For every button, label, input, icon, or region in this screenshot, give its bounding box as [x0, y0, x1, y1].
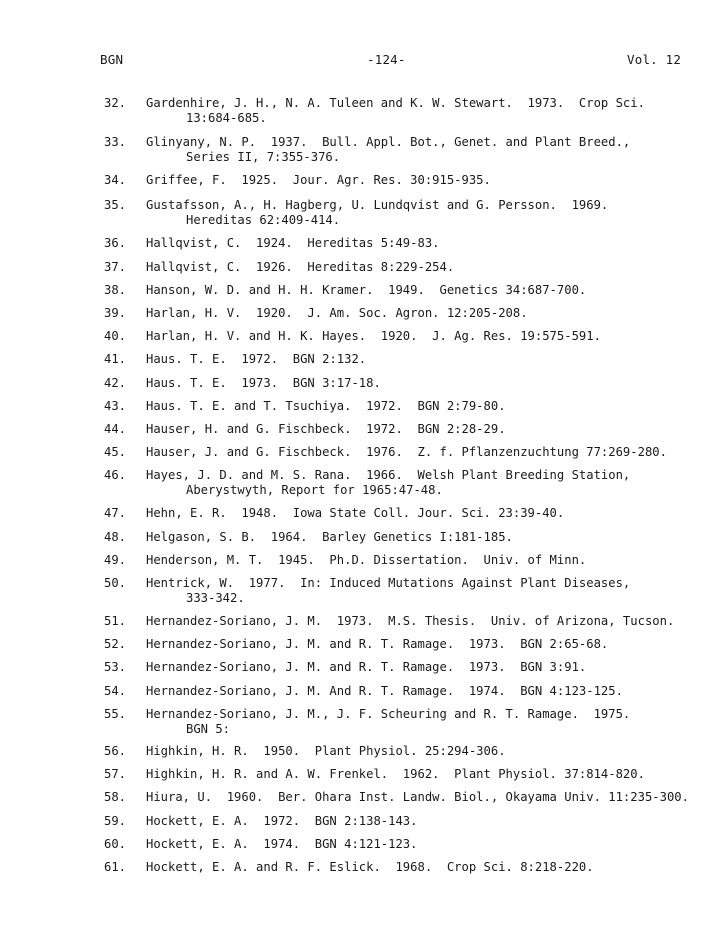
- reference-entry: [104, 506, 714, 522]
- reference-number: 57.: [104, 767, 127, 781]
- journal-abbrev: BGN: [100, 52, 124, 67]
- reference-text: Gustafsson, A., H. Hagberg, U. Lundqvist and G. Persson. 1969.: [146, 198, 609, 212]
- reference-number: 52.: [104, 637, 127, 651]
- reference-entry: [104, 445, 714, 461]
- reference-text: Hanson, W. D. and H. H. Kramer. 1949. Genetics 34:687-700.: [146, 283, 587, 297]
- reference-number: 46.: [104, 468, 127, 482]
- reference-entry: [104, 576, 714, 608]
- reference-entry: [104, 236, 714, 252]
- reference-entry: [104, 173, 714, 189]
- reference-entry: [104, 376, 714, 392]
- reference-text: Helgason, S. B. 1964. Barley Genetics I:181-185.: [146, 530, 513, 544]
- reference-number: 37.: [104, 260, 127, 274]
- reference-number: 32.: [104, 96, 127, 110]
- reference-entry: [104, 306, 714, 322]
- reference-text: Haus. T. E. 1973. BGN 3:17-18.: [146, 376, 381, 390]
- reference-number: 48.: [104, 530, 127, 544]
- reference-number: 45.: [104, 445, 127, 459]
- reference-number: 54.: [104, 684, 127, 698]
- reference-number: 56.: [104, 744, 127, 758]
- reference-text-continuation: Aberystwyth, Report for 1965:47-48.: [186, 483, 443, 497]
- reference-entry: [104, 637, 714, 653]
- reference-text-continuation: 13:684-685.: [186, 111, 267, 125]
- reference-text: Harlan, H. V. 1920. J. Am. Soc. Agron. 12:205-208.: [146, 306, 528, 320]
- reference-entry: [104, 329, 714, 345]
- reference-text: Highkin, H. R. and A. W. Frenkel. 1962. Plant Physiol. 37:814-820.: [146, 767, 645, 781]
- reference-entry: [104, 767, 714, 783]
- reference-text-continuation: BGN 5:: [186, 722, 231, 736]
- reference-entry: [104, 744, 714, 760]
- reference-text: Hockett, E. A. 1972. BGN 2:138-143.: [146, 814, 418, 828]
- reference-number: 36.: [104, 236, 127, 250]
- reference-entry: [104, 530, 714, 546]
- reference-text: Hallqvist, C. 1926. Hereditas 8:229-254.: [146, 260, 455, 274]
- reference-text: Hentrick, W. 1977. In: Induced Mutations Against Plant Diseases,: [146, 576, 631, 590]
- reference-number: 59.: [104, 814, 127, 828]
- reference-text: Hauser, H. and G. Fischbeck. 1972. BGN 2:28-29.: [146, 422, 506, 436]
- reference-entry: [104, 198, 714, 230]
- reference-number: 50.: [104, 576, 127, 590]
- reference-entry: [104, 707, 714, 739]
- reference-text: Highkin, H. R. 1950. Plant Physiol. 25:294-306.: [146, 744, 506, 758]
- reference-text: Hernandez-Soriano, J. M. And R. T. Ramage. 1974. BGN 4:123-125.: [146, 684, 623, 698]
- page-number: -124-: [367, 52, 406, 67]
- reference-number: 44.: [104, 422, 127, 436]
- reference-number: 60.: [104, 837, 127, 851]
- reference-entry: [104, 553, 714, 569]
- reference-text: Harlan, H. V. and H. K. Hayes. 1920. J. Ag. Res. 19:575-591.: [146, 329, 601, 343]
- reference-number: 53.: [104, 660, 127, 674]
- reference-entry: [104, 135, 714, 167]
- reference-text: Hockett, E. A. and R. F. Eslick. 1968. Crop Sci. 8:218-220.: [146, 860, 594, 874]
- reference-number: 55.: [104, 707, 127, 721]
- reference-text: Henderson, M. T. 1945. Ph.D. Dissertation. Univ. of Minn.: [146, 553, 587, 567]
- reference-number: 40.: [104, 329, 127, 343]
- reference-number: 43.: [104, 399, 127, 413]
- reference-number: 34.: [104, 173, 127, 187]
- reference-text: Hernandez-Soriano, J. M., J. F. Scheuring and R. T. Ramage. 1975.: [146, 707, 631, 721]
- reference-number: 42.: [104, 376, 127, 390]
- reference-entry: [104, 684, 714, 700]
- reference-text: Hehn, E. R. 1948. Iowa State Coll. Jour. Sci. 23:39-40.: [146, 506, 565, 520]
- reference-number: 47.: [104, 506, 127, 520]
- reference-entry: [104, 614, 714, 630]
- reference-text: Haus. T. E. 1972. BGN 2:132.: [146, 352, 367, 366]
- reference-entry: [104, 399, 714, 415]
- reference-number: 41.: [104, 352, 127, 366]
- reference-entry: [104, 352, 714, 368]
- reference-entry: [104, 837, 714, 853]
- volume-label: Vol. 12: [627, 52, 682, 67]
- reference-entry: [104, 468, 714, 500]
- reference-text: Hallqvist, C. 1924. Hereditas 5:49-83.: [146, 236, 440, 250]
- reference-number: 51.: [104, 614, 127, 628]
- reference-text-continuation: Series II, 7:355-376.: [186, 150, 341, 164]
- reference-entry: [104, 260, 714, 276]
- reference-text-continuation: Hereditas 62:409-414.: [186, 213, 341, 227]
- reference-number: 49.: [104, 553, 127, 567]
- reference-text: Hauser, J. and G. Fischbeck. 1976. Z. f. Pflanzenzuchtung 77:269-280.: [146, 445, 667, 459]
- reference-text-continuation: 333-342.: [186, 591, 245, 605]
- reference-entry: [104, 814, 714, 830]
- reference-entry: [104, 790, 714, 806]
- reference-text: Hernandez-Soriano, J. M. and R. T. Ramage. 1973. BGN 3:91.: [146, 660, 587, 674]
- reference-number: 38.: [104, 283, 127, 297]
- reference-text: Gardenhire, J. H., N. A. Tuleen and K. W. Stewart. 1973. Crop Sci.: [146, 96, 645, 110]
- reference-text: Haus. T. E. and T. Tsuchiya. 1972. BGN 2:79-80.: [146, 399, 506, 413]
- reference-entry: [104, 283, 714, 299]
- reference-entry: [104, 96, 714, 128]
- reference-entry: [104, 422, 714, 438]
- reference-number: 58.: [104, 790, 127, 804]
- reference-number: 39.: [104, 306, 127, 320]
- reference-text: Griffee, F. 1925. Jour. Agr. Res. 30:915-935.: [146, 173, 491, 187]
- reference-text: Hernandez-Soriano, J. M. and R. T. Ramage. 1973. BGN 2:65-68.: [146, 637, 609, 651]
- reference-text: Hernandez-Soriano, J. M. 1973. M.S. Thesis. Univ. of Arizona, Tucson.: [146, 614, 675, 628]
- reference-text: Hiura, U. 1960. Ber. Ohara Inst. Landw. Biol., Okayama Univ. 11:235-300.: [146, 790, 689, 804]
- reference-text: Glinyany, N. P. 1937. Bull. Appl. Bot., Genet. and Plant Breed.,: [146, 135, 631, 149]
- reference-text: Hayes, J. D. and M. S. Rana. 1966. Welsh Plant Breeding Station,: [146, 468, 631, 482]
- reference-number: 35.: [104, 198, 127, 212]
- reference-entry: [104, 860, 714, 876]
- reference-number: 61.: [104, 860, 127, 874]
- reference-text: Hockett, E. A. 1974. BGN 4:121-123.: [146, 837, 418, 851]
- reference-number: 33.: [104, 135, 127, 149]
- reference-entry: [104, 660, 714, 676]
